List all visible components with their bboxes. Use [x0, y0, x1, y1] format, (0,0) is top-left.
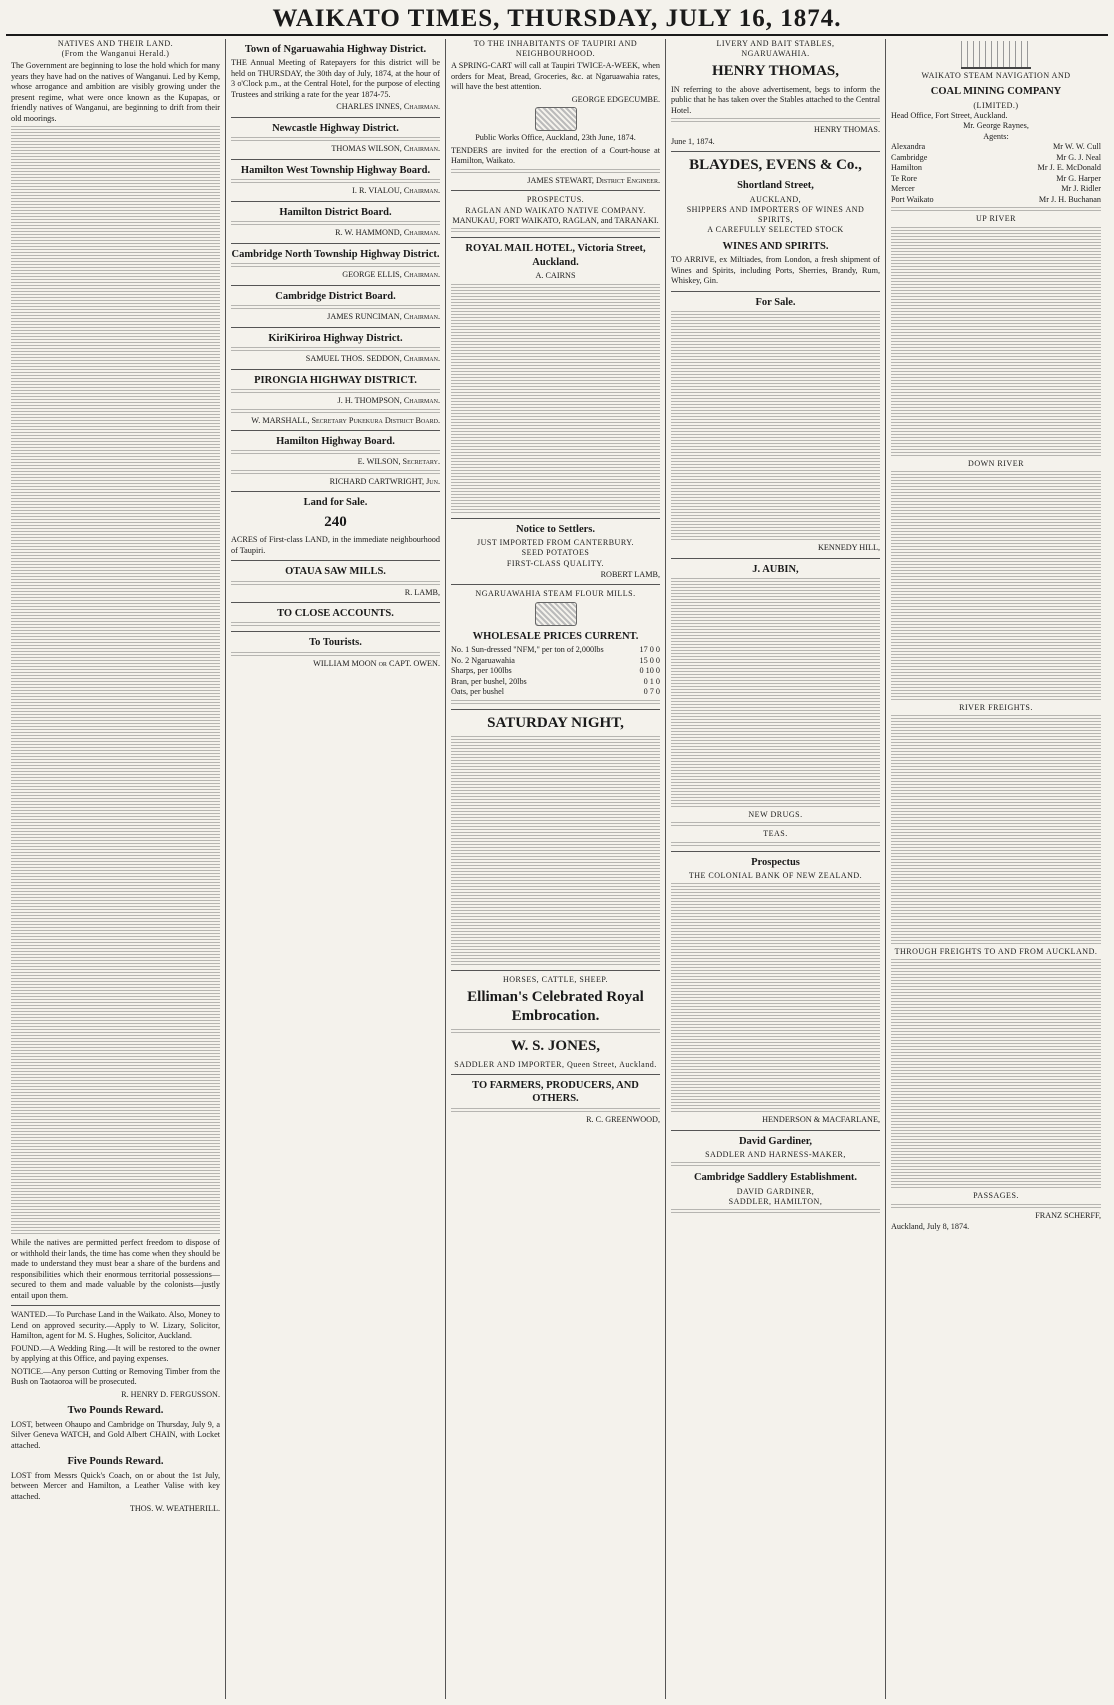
ad-subheading: SEED POTATOES [521, 548, 590, 558]
trade-mark-icon [535, 602, 577, 626]
article-lead: The Government are beginning to lose the hold which for many years they have had on the natives of Wanganui. Led by Kemp, whose arrogance and ambition are visibly growing under the present regime, what were once known as the Kupapas, or friendly natives of Wanganui, are beginning to drift from their old moorings. [11, 61, 220, 123]
notice-text: THE Annual Meeting of Ratepayers for this district will be held on THURSDAY, the 30th day of July, 1874, at the hour of 3 o'Clock p.m., at the Central Hotel, for the purpose of electing Trustees and striking a rate for the year 1874-75. [231, 58, 440, 99]
ad-subheading: TEAS. [763, 829, 788, 839]
price-row: Oats, per bushel 0 7 0 [451, 687, 660, 697]
price-row: Bran, per bushel, 20lbs 0 1 0 [451, 676, 660, 686]
notice-heading: Hamilton District Board. [279, 206, 392, 218]
divider [451, 584, 660, 585]
ad-heading: OTAUA SAW MILLS. [285, 566, 386, 578]
notice-heading: Hamilton West Township Highway Board. [240, 164, 431, 176]
agents-heading: Agents: [983, 131, 1009, 141]
ad-body [671, 578, 880, 808]
notice-heading: Town of Ngaruawahia Highway District. [244, 44, 427, 55]
prices-heading: WHOLESALE PRICES CURRENT. [472, 630, 639, 642]
ad-signature: ROBERT LAMB, [600, 569, 660, 579]
ad-subheading: SHIPPERS AND IMPORTERS OF WINES AND SPIRITS, [686, 205, 865, 225]
notice-body [231, 137, 440, 142]
article-source: (From the Wanganui Herald.) [61, 49, 170, 59]
notice-body [231, 263, 440, 268]
ad-found: FOUND.—A Wedding Ring.—It will be restored to the owner by applying at this Office, and paying expenses. [11, 1343, 220, 1364]
notice-body [231, 470, 440, 475]
ad-subheading: SADDLER AND HARNESS-MAKER, [705, 1150, 846, 1160]
ad-signature: THOS. W. WEATHERILL. [129, 1504, 220, 1514]
ad-notice: NOTICE.—Any person Cutting or Removing Timber from the Bush on Taotaoroa will be prosecuted. [11, 1366, 220, 1387]
tender-text: TENDERS are invited for the erection of a Court-house at Hamilton, Waikato. [451, 145, 660, 166]
divider [11, 1305, 220, 1306]
divider [451, 1074, 660, 1075]
agent-row: Mercer Mr J. Ridler [891, 184, 1101, 194]
ad-subheading: Shortland Street, [737, 180, 814, 192]
divider [671, 291, 880, 292]
company-heading: RAGLAN AND WAIKATO NATIVE COMPANY. [465, 205, 646, 215]
freights-body [891, 715, 1101, 945]
notice-signature: SAMUEL THOS. SEDDON, Chairman. [305, 354, 440, 364]
notice-signature: THOMAS WILSON, Chairman. [331, 144, 440, 154]
hotel-body [451, 284, 660, 514]
divider [231, 117, 440, 118]
divider [231, 369, 440, 370]
ad-heading: Two Pounds Reward. [67, 1405, 164, 1417]
ad-body [451, 1108, 660, 1113]
divider [231, 560, 440, 561]
mills-heading: NGARUAWAHIA STEAM FLOUR MILLS. [475, 589, 636, 599]
ad-text: LOST from Messrs Quick's Coach, on or about the 1st July, between Mercer and Hamilton, a Leather Valise with key attached. [11, 1470, 220, 1501]
company-limited: (LIMITED.) [973, 100, 1019, 110]
coat-of-arms-icon [535, 107, 577, 131]
schedule-body [891, 227, 1101, 457]
divider [231, 285, 440, 286]
ad-heading: SATURDAY NIGHT, [487, 714, 624, 731]
ad-body [671, 842, 880, 847]
notice-signature: JAMES RUNCIMAN, Chairman. [327, 312, 440, 322]
steamship-icon [961, 41, 1031, 69]
schedule-heading: UP RIVER [976, 214, 1016, 224]
ad-subheading: FIRST-CLASS QUALITY. [506, 558, 605, 568]
column-1 [6, 39, 226, 1699]
notice-body [231, 221, 440, 226]
ad-text: TO ARRIVE, ex Miltiades, from London, a fresh shipment of Wines and Spirits, including Ports, Sherries, Brandy, Rum, Whiskey, Gin. [671, 255, 880, 286]
ad-subheading: SADDLER AND IMPORTER, Queen Street, Auckland. [454, 1059, 657, 1069]
ad-text: ACRES of First-class LAND, in the immediate neighbourhood of Taupiri. [231, 535, 440, 555]
ad-heading: David Gardiner, [738, 1135, 813, 1147]
ship-names: MANUKAU, FORT WAIKATO, RAGLAN, and TARANAKI. [452, 215, 659, 225]
ad-text: A SPRING-CART will call at Taupiri TWICE-A-WEEK, when orders for Meat, Bread, Groceries, &c. at Ngaruawahia rates, will have the best attention. [451, 61, 660, 92]
freights-heading: THROUGH FREIGHTS TO AND FROM AUCKLAND. [894, 947, 1098, 957]
hotel-proprietor: A. CAIRNS [535, 271, 576, 281]
ad-body [231, 652, 440, 657]
company-heading: WAIKATO STEAM NAVIGATION AND [921, 71, 1071, 80]
ad-big-number: 240 [324, 513, 347, 530]
ad-heading: Elliman's Celebrated Royal Embrocation. [467, 989, 644, 1025]
tender-signature: JAMES STEWART, District Engineer. [527, 175, 660, 185]
ad-date: June 1, 1874. [671, 136, 715, 146]
ad-heading: To Tourists. [309, 637, 362, 649]
ad-heading: TO THE INHABITANTS OF TAUPIRI AND NEIGHBOURHOOD. [473, 39, 638, 59]
notice-signature: E. WILSON, Secretary. [357, 457, 440, 467]
company-signature: FRANZ SCHERFF, [1035, 1210, 1101, 1220]
column-5 [886, 39, 1106, 1699]
schedule-body [891, 471, 1101, 701]
notice-signature: J. H. THOMPSON, Chairman. [337, 396, 440, 405]
agent-row: Alexandra Mr W. W. Cull [891, 142, 1101, 152]
notice-body [231, 347, 440, 352]
ad-wanted: WANTED.—To Purchase Land in the Waikato. Also, Money to Lend on approved security.—Apply to W. Lizary, Solicitor, Hamilton, agent for M. S. Hughes, Solicitor, Auckland. [11, 1310, 220, 1341]
divider [451, 190, 660, 191]
ad-heading: TO CLOSE ACCOUNTS. [277, 608, 394, 619]
divider [231, 243, 440, 244]
ad-subheading: NGARUAWAHIA. [741, 49, 810, 59]
ad-heading: Notice to Settlers. [515, 523, 595, 535]
divider [671, 558, 880, 559]
ad-heading: Five Pounds Reward. [67, 1456, 164, 1468]
office-dateline: Public Works Office, Auckland, 23th June, 1874. [475, 133, 636, 143]
prospectus-heading: Prospectus [751, 856, 800, 868]
divider [231, 631, 440, 632]
ad-signature: R. C. GREENWOOD, [586, 1114, 660, 1124]
schedule-note [891, 207, 1101, 212]
masthead-title: WAIKATO TIMES, THURSDAY, JULY 16, 1874. [6, 4, 1108, 36]
divider [231, 491, 440, 492]
notice-body [231, 389, 440, 394]
ad-signature: KENNEDY HILL, [818, 543, 880, 553]
ad-signature: R. LAMB, [404, 587, 440, 597]
price-row: No. 2 Ngaruawahia 15 0 0 [451, 655, 660, 665]
prospectus-signature: HENDERSON & MACFARLANE, [762, 1115, 880, 1125]
notice-signature: CHARLES INNES, Chairman. [336, 102, 440, 112]
ad-body [231, 581, 440, 586]
notice-signature: W. MARSHALL, Secretary Pukekura District Board. [251, 415, 440, 425]
prices-note [451, 700, 660, 705]
ad-body [671, 822, 880, 827]
ad-subheading: NEW DRUGS. [748, 810, 803, 820]
divider [671, 851, 880, 852]
divider [231, 159, 440, 160]
column-4 [666, 39, 886, 1699]
manager-name: Mr. George Raynes, [963, 121, 1029, 131]
notice-signature: R. W. HAMMOND, Chairman. [335, 228, 440, 238]
article-tail: While the natives are permitted perfect freedom to dispose of or withhold their lands, the time has come when they should be made to understand they must bear a share of the burdens and responsibilities which their enormous territorial possessions—secured to them and made valuable by the colonists—justly entail upon them. [11, 1238, 220, 1300]
tender-body [451, 169, 660, 174]
columns [6, 39, 1108, 1699]
ad-signature: GEORGE EDGECUMBE. [571, 94, 660, 104]
price-list [451, 645, 660, 698]
divider [451, 237, 660, 238]
head-office: Head Office, Fort Street, Auckland. [891, 110, 1008, 120]
ad-heading: Land for Sale. [303, 497, 368, 509]
notice-heading: Hamilton Highway Board. [276, 436, 395, 447]
agent-row: Hamilton Mr J. E. McDonald [891, 163, 1101, 173]
ad-heading: J. AUBIN, [752, 563, 799, 575]
divider [231, 430, 440, 431]
column-3 [446, 39, 666, 1699]
price-row: Sharps, per 100lbs 0 10 0 [451, 666, 660, 676]
ad-subheading: A CAREFULLY SELECTED STOCK [707, 225, 844, 235]
agent-row: Port Waikato Mr J. H. Buchanan [891, 194, 1101, 204]
notice-body [231, 305, 440, 310]
prospectus-body [451, 228, 660, 233]
divider [231, 602, 440, 603]
passages-heading: PASSAGES. [973, 1191, 1019, 1201]
agent-row: Cambridge Mr G. J. Neal [891, 152, 1101, 162]
article-body-text [11, 126, 220, 1236]
prospectus-body [671, 883, 880, 1113]
agents-list [891, 142, 1101, 205]
divider [451, 518, 660, 519]
ad-text: IN referring to the above advertisement, begs to inform the public that he has taken over the Stables attached to the Central Hotel. [671, 84, 880, 115]
divider [451, 709, 660, 710]
company-date: Auckland, July 8, 1874. [891, 1222, 970, 1232]
divider [231, 327, 440, 328]
company-heading: COAL MINING COMPANY [930, 86, 1062, 98]
notice-signature: I. R. VIALOU, Chairman. [352, 186, 440, 196]
ad-body [671, 311, 880, 541]
divider [671, 1130, 880, 1131]
price-row: No. 1 Sun-dressed "NFM," per ton of 2,000lbs 17 0 0 [451, 645, 660, 655]
ad-body [231, 622, 440, 627]
article-heading: NATIVES AND THEIR LAND. [57, 39, 174, 48]
ad-body [451, 1029, 660, 1034]
notice-body [231, 409, 440, 414]
ad-heading: BLAYDES, EVENS & Co., [689, 157, 862, 174]
hotel-heading: ROYAL MAIL HOTEL, Victoria Street, Auckland. [465, 243, 646, 268]
notice-body [231, 450, 440, 455]
ad-text: LOST, between Ohaupo and Cambridge on Thursday, July 9, a Silver Geneva WATCH, and Gold Albert CHAIN, with Locket attached. [11, 1419, 220, 1450]
ad-body [671, 118, 880, 123]
ad-heading: HENRY THOMAS, [712, 63, 839, 80]
ad-signature: HENRY THOMAS. [814, 125, 880, 135]
ad-subheading: DAVID GARDINER, [736, 1186, 815, 1196]
ad-heading: HORSES, CATTLE, SHEEP. [502, 974, 608, 984]
freights-body [891, 959, 1101, 1189]
agent-row: Te Rore Mr G. Harper [891, 173, 1101, 183]
ad-subheading: SADDLER, HAMILTON, [728, 1197, 823, 1207]
ad-heading: For Sale. [755, 296, 796, 308]
ad-heading: Cambridge Saddlery Establishment. [693, 1172, 858, 1184]
bank-heading: THE COLONIAL BANK OF NEW ZEALAND. [688, 870, 863, 880]
ad-notice-signature: R. HENRY D. FERGUSSON. [121, 1389, 220, 1399]
divider [231, 201, 440, 202]
notice-heading: Cambridge North Township Highway District. [231, 248, 440, 260]
passages-body [891, 1204, 1101, 1209]
ad-body [671, 1209, 880, 1214]
divider [671, 151, 880, 152]
ad-heading: LIVERY AND BAIT STABLES, [716, 39, 835, 48]
ad-body [451, 736, 660, 966]
notice-signature: RICHARD CARTWRIGHT, Jun. [329, 476, 440, 486]
ad-heading: W. S. JONES, [510, 1038, 601, 1055]
freights-heading: RIVER FREIGHTS. [959, 702, 1033, 712]
notice-heading: PIRONGIA HIGHWAY DISTRICT. [254, 374, 417, 386]
ad-heading: TO FARMERS, PRODUCERS, AND OTHERS. [472, 1079, 639, 1105]
schedule-heading: DOWN RIVER [968, 458, 1024, 468]
divider [451, 970, 660, 971]
ad-body [671, 1162, 880, 1167]
notice-heading: Newcastle Highway District. [272, 122, 399, 134]
ad-subheading: WINES AND SPIRITS. [722, 240, 829, 252]
column-2 [226, 39, 446, 1699]
ad-signature: WILLIAM MOON or CAPT. OWEN. [313, 658, 440, 668]
prospectus-heading: PROSPECTUS. [526, 195, 585, 205]
notice-signature: GEORGE ELLIS, Chairman. [342, 270, 440, 280]
notice-heading: KiriKiriroa Highway District. [268, 332, 403, 344]
ad-subheading: AUCKLAND, [749, 194, 802, 204]
ad-subheading: JUST IMPORTED FROM CANTERBURY. [477, 538, 634, 548]
notice-body [231, 179, 440, 184]
notice-heading: Cambridge District Board. [275, 290, 396, 302]
